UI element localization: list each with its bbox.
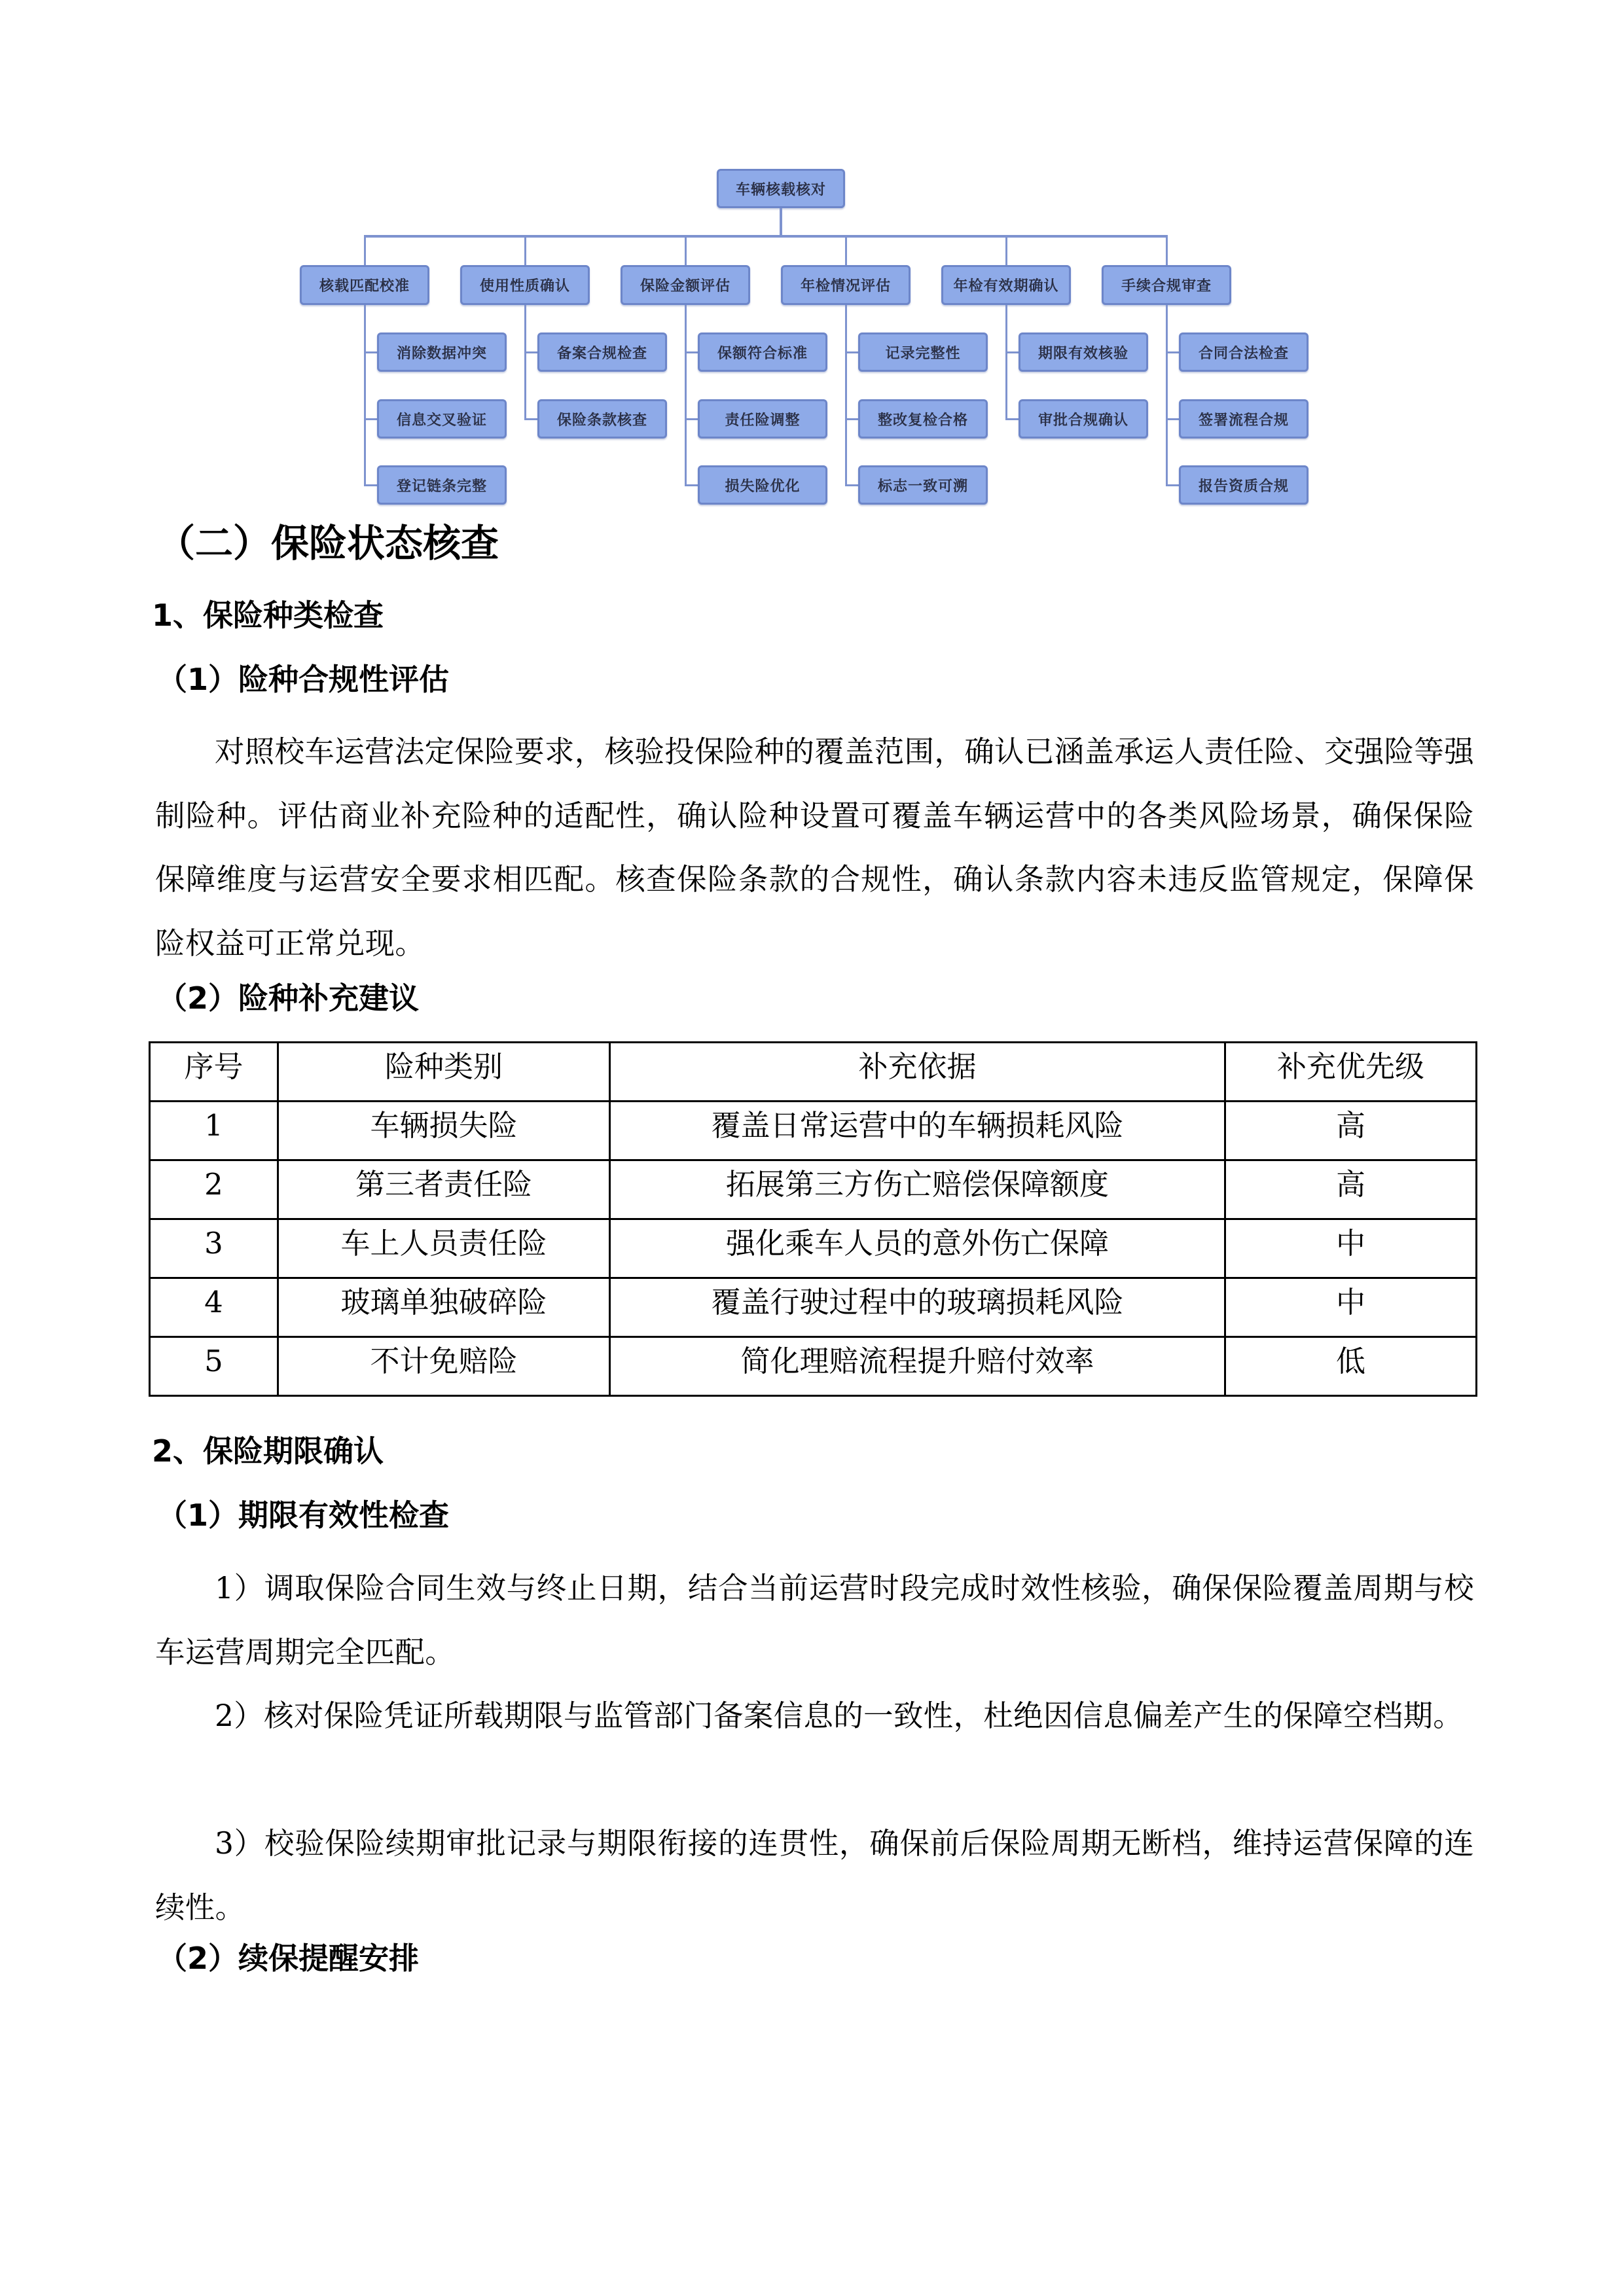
- diagram-leaf-node: 记录完整性: [858, 332, 988, 372]
- diagram-leaf-node: 期限有效核验: [1019, 332, 1148, 372]
- cell-seq: 5: [150, 1337, 278, 1396]
- diagram-leaf-node: 标志一致可溯: [858, 465, 988, 505]
- diagram-leaf-node: 整改复检合格: [858, 399, 988, 439]
- table-row: [150, 1102, 1477, 1160]
- item-title-period-validity: （1）期限有效性检查: [157, 1498, 450, 1533]
- diagram-root-node: 车辆核载核对: [717, 169, 845, 208]
- diagram-leaf-node: 责任险调整: [698, 399, 827, 439]
- cell-insurance-type: 车辆损失险: [278, 1102, 610, 1160]
- cell-basis: 强化乘车人员的意外伤亡保障: [610, 1219, 1225, 1278]
- connector-line: [524, 305, 526, 420]
- connector-line: [685, 305, 687, 486]
- diagram-branch-node: 保险金额评估: [621, 265, 750, 305]
- diagram-branch-node: 核载匹配校准: [300, 265, 429, 305]
- diagram-leaf-node: 审批合规确认: [1019, 399, 1148, 439]
- header-priority: 补充优先级: [1225, 1043, 1477, 1102]
- table-row: [150, 1337, 1477, 1396]
- cell-basis: 简化理赔流程提升赔付效率: [610, 1337, 1225, 1396]
- paragraph-point-3: 3）校验保险续期审批记录与期限衔接的连贯性，确保前后保险周期无断档，维持运营保障的连续性。: [155, 1826, 1474, 1925]
- diagram-leaf-node: 保险条款核查: [537, 399, 667, 439]
- cell-priority: 低: [1225, 1337, 1477, 1396]
- section-title: （二）保险状态核查: [157, 521, 499, 565]
- cell-insurance-type: 玻璃单独破碎险: [278, 1278, 610, 1337]
- connector-line: [780, 208, 782, 235]
- table-row: [150, 1160, 1477, 1219]
- connector-line: [1166, 235, 1168, 265]
- paragraph-compliance-assessment: 对照校车运营法定保险要求，核验投保险种的覆盖范围，确认已涵盖承运人责任险、交强险等强制险种。评估商业补充险种的适配性，确认险种设置可覆盖车辆运营中的各类风险场景，确保保险保障维度与运营安全要求相匹配。核查保险条款的合规性，确认条款内容未违反监管规定，保障保险权益可正常兑现。: [155, 734, 1474, 961]
- diagram-leaf-node: 信息交叉验证: [377, 399, 507, 439]
- connector-line: [1005, 305, 1007, 420]
- connector-line: [1166, 305, 1168, 486]
- cell-basis: 拓展第三方伤亡赔偿保障额度: [610, 1160, 1225, 1219]
- table-header-row: [150, 1043, 1477, 1102]
- header-basis: 补充依据: [610, 1043, 1225, 1102]
- connector-line: [364, 235, 1168, 238]
- connector-line: [364, 305, 366, 486]
- connector-line: [524, 235, 526, 265]
- connector-line: [845, 305, 847, 486]
- cell-seq: 3: [150, 1219, 278, 1278]
- cell-basis: 覆盖日常运营中的车辆损耗风险: [610, 1102, 1225, 1160]
- cell-seq: 1: [150, 1102, 278, 1160]
- vehicle-load-check-diagram: [0, 0, 1624, 511]
- connector-line: [364, 235, 366, 265]
- diagram-leaf-node: 消除数据冲突: [377, 332, 507, 372]
- cell-insurance-type: 车上人员责任险: [278, 1219, 610, 1278]
- diagram-leaf-node: 合同合法检查: [1179, 332, 1308, 372]
- table-row: [150, 1219, 1477, 1278]
- diagram-leaf-node: 报告资质合规: [1179, 465, 1308, 505]
- insurance-supplement-table: [149, 1041, 1477, 1397]
- cell-priority: 高: [1225, 1102, 1477, 1160]
- cell-priority: 中: [1225, 1219, 1477, 1278]
- subsection-title-insurance-period: 2、保险期限确认: [152, 1433, 384, 1469]
- paragraph-point-1: 1）调取保险合同生效与终止日期，结合当前运营时段完成时效性核验，确保保险覆盖周期与校车运营周期完全匹配。: [155, 1571, 1474, 1670]
- cell-seq: 2: [150, 1160, 278, 1219]
- cell-insurance-type: 第三者责任险: [278, 1160, 610, 1219]
- diagram-branch-node: 年检有效期确认: [941, 265, 1071, 305]
- table-row: [150, 1278, 1477, 1337]
- diagram-branch-node: 手续合规审查: [1102, 265, 1231, 305]
- diagram-branch-node: 年检情况评估: [781, 265, 911, 305]
- diagram-leaf-node: 保额符合标准: [698, 332, 827, 372]
- diagram-leaf-node: 登记链条完整: [377, 465, 507, 505]
- connector-line: [845, 235, 847, 265]
- cell-priority: 高: [1225, 1160, 1477, 1219]
- cell-basis: 覆盖行驶过程中的玻璃损耗风险: [610, 1278, 1225, 1337]
- cell-seq: 4: [150, 1278, 278, 1337]
- diagram-leaf-node: 备案合规检查: [537, 332, 667, 372]
- connector-line: [1005, 235, 1007, 265]
- cell-priority: 中: [1225, 1278, 1477, 1337]
- item-title-compliance-assessment: （1）险种合规性评估: [157, 662, 450, 697]
- header-seq: 序号: [150, 1043, 278, 1102]
- diagram-leaf-node: 损失险优化: [698, 465, 827, 505]
- subsection-title-insurance-types: 1、保险种类检查: [152, 598, 384, 633]
- connector-line: [685, 235, 687, 265]
- header-insurance-type: 险种类别: [278, 1043, 610, 1102]
- item-title-supplement-suggestions: （2）险种补充建议: [157, 980, 420, 1016]
- diagram-leaf-node: 签署流程合规: [1179, 399, 1308, 439]
- diagram-branch-node: 使用性质确认: [460, 265, 590, 305]
- cell-insurance-type: 不计免赔险: [278, 1337, 610, 1396]
- paragraph-point-2: 2）核对保险凭证所载期限与监管部门备案信息的一致性，杜绝因信息偏差产生的保障空档期。: [215, 1698, 1464, 1733]
- item-title-renewal-reminder: （2）续保提醒安排: [157, 1941, 420, 1976]
